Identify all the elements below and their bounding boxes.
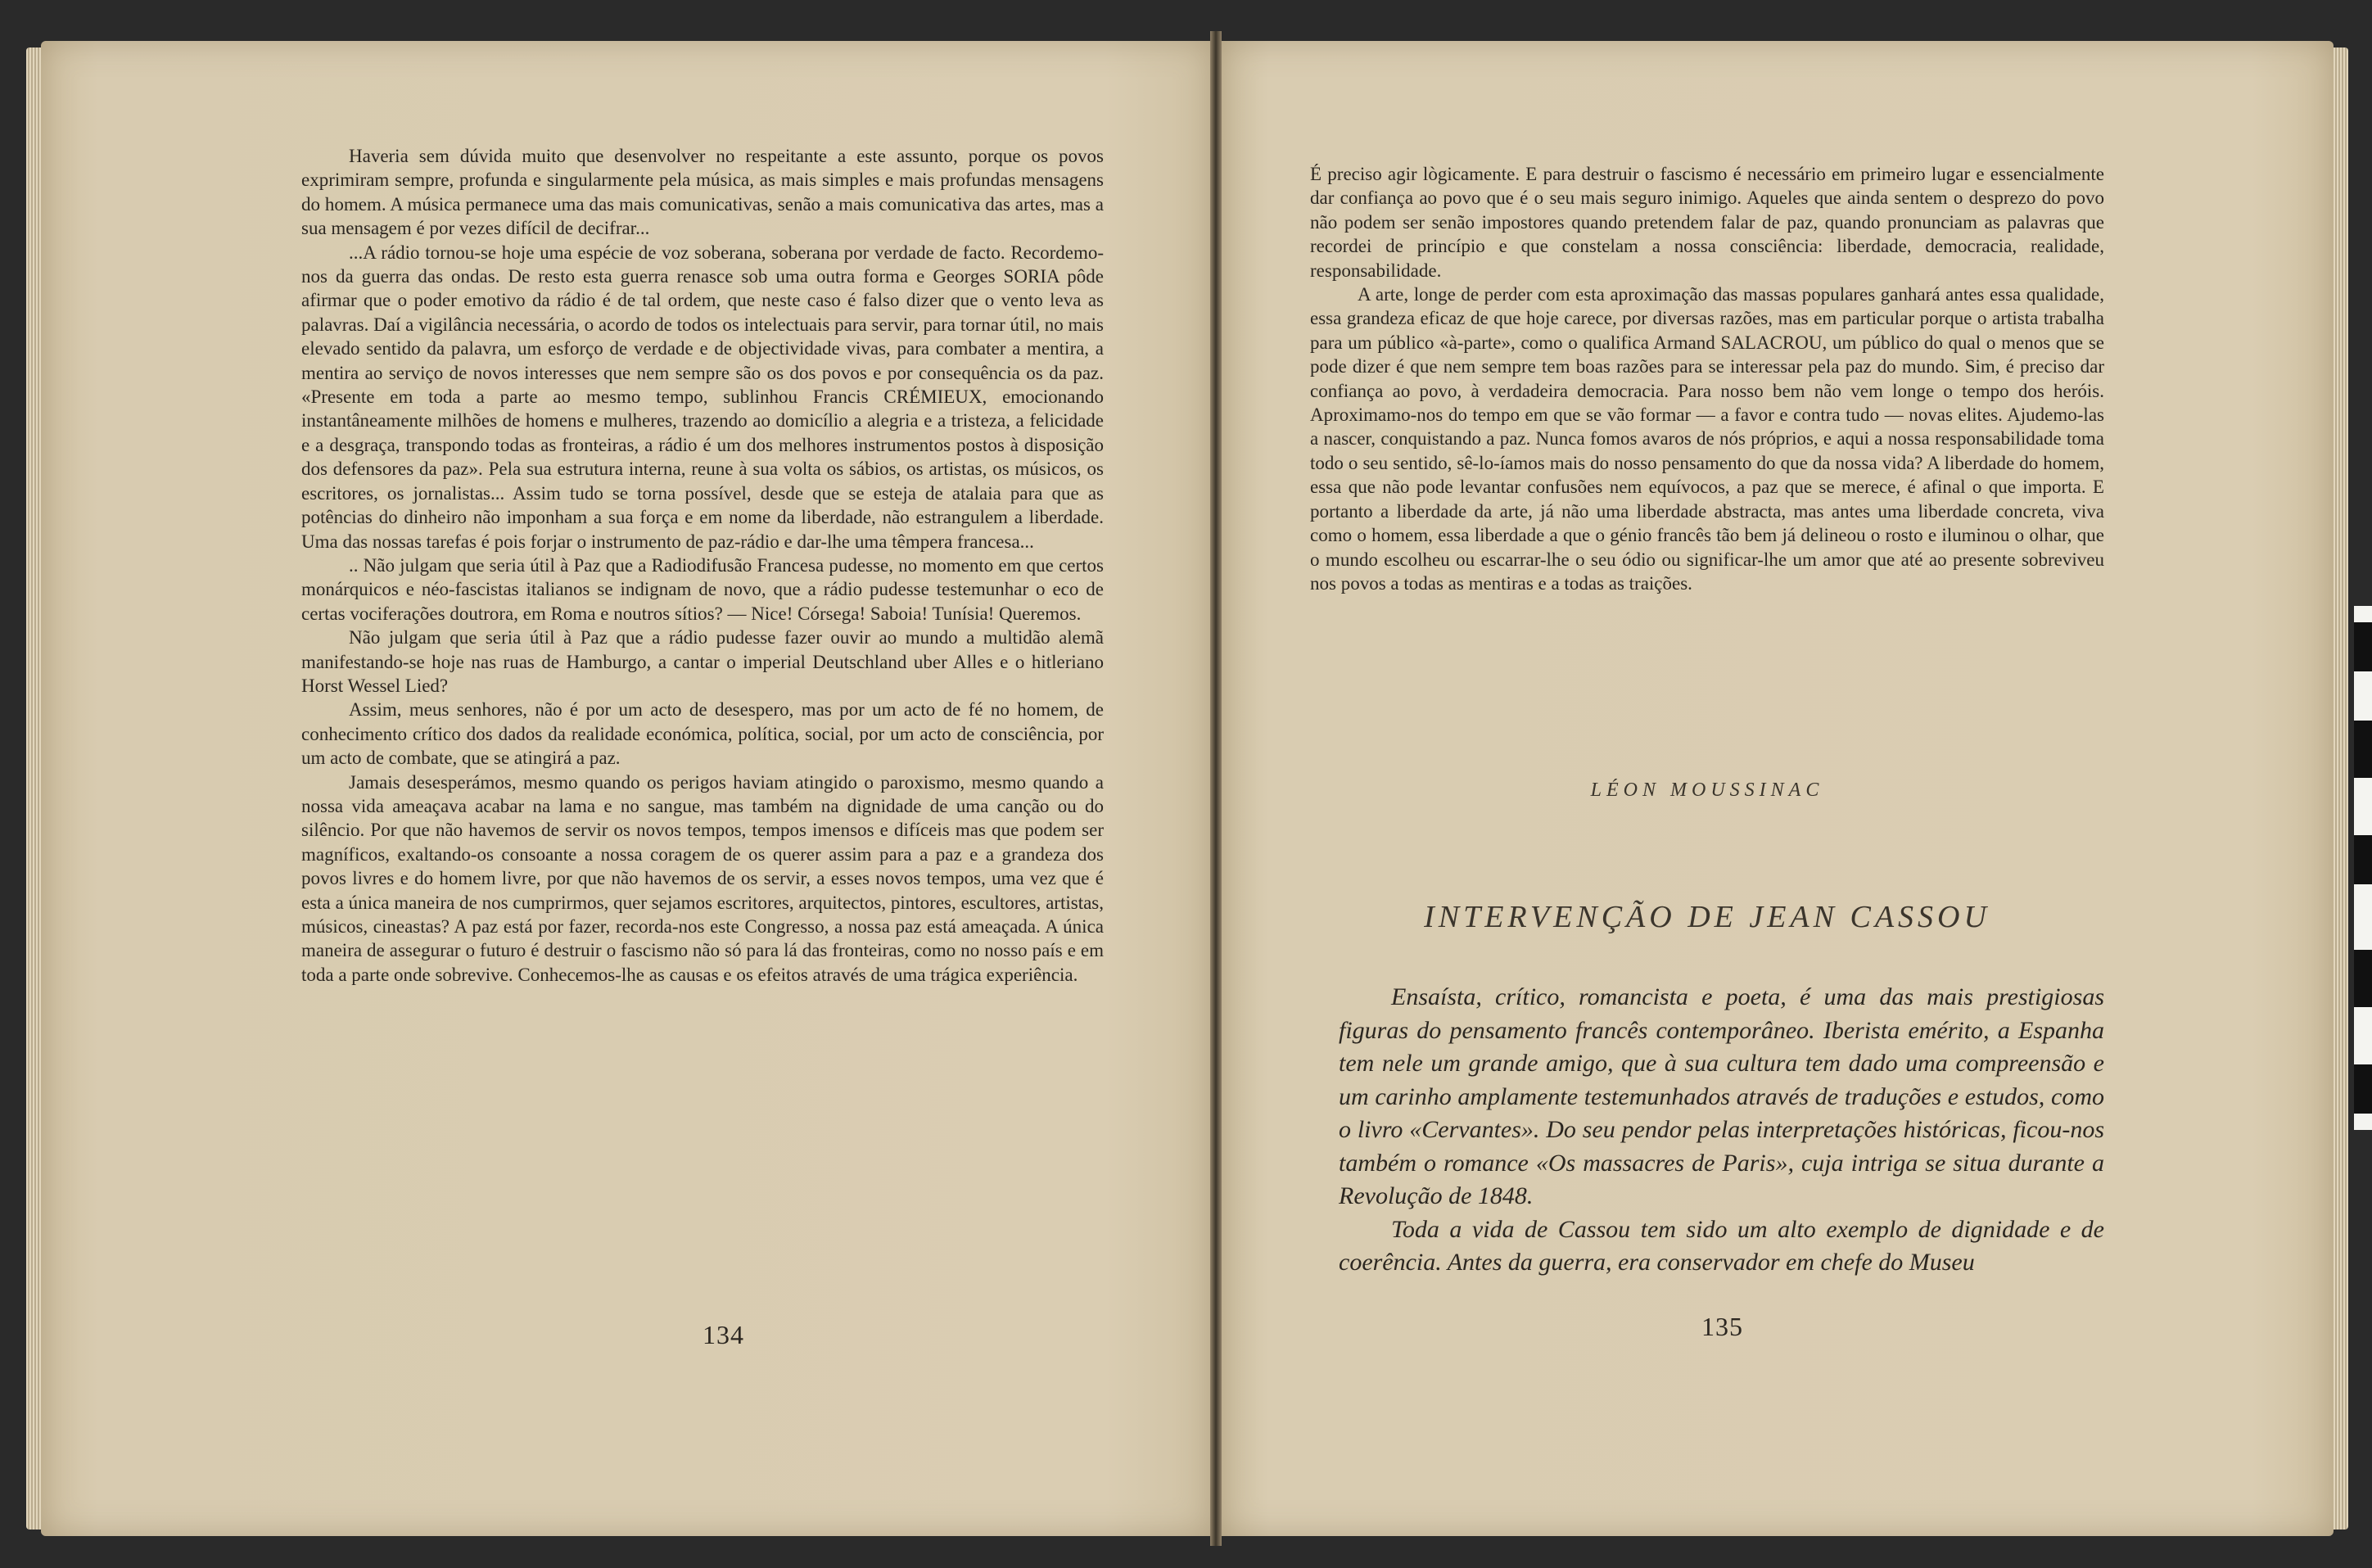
ruler-mark xyxy=(2354,835,2372,884)
scale-ruler xyxy=(2354,606,2372,1130)
ruler-mark xyxy=(2354,622,2372,671)
right-paragraph-1: É preciso agir lògicamente. E para destruir o fascismo é necessário em primeiro lugar e essencialmente dar confiança ao povo que é o seu mais seguro inimigo. Aqueles que ainda sentem o desprezo do povo não podem ser senão impostores quando pretendem falar de paz, quando pronunciam as palavras que recordei de princípio e que constelam a nossa consciência: liberdade, democracia, realidade, responsabilidade. xyxy=(1310,164,2104,281)
intro-text xyxy=(1339,981,2104,1280)
left-page-body xyxy=(301,144,1104,987)
ruler-mark xyxy=(2354,1064,2372,1114)
right-page-number: 135 xyxy=(1701,1312,1743,1341)
left-paragraph-3: .. Não julgam que seria útil à Paz que a Radiodifusão Francesa pudesse, no momento em que certos monárquicos e néo-fascistas italianos se indignam de novo, que a rádio pudesse testemunhar o eco de certas vociferações doutrora, em Roma e noutros sítios? — Nice! Córsega! Saboia! Tunísia! Queremos. xyxy=(301,554,1104,624)
left-paragraph-1: Haveria sem dúvida muito que desenvolver no respeitante a este assunto, porque os povos exprimiram sempre, profunda e singularmente pela música, as mais simples e mais profundas mensagens do homem. A música permanece uma das mais comunicativas, senão a mais comunicativa das artes, mas a sua mensagem é por vezes difícil de decifrar... xyxy=(301,146,1104,239)
ruler-mark xyxy=(2354,721,2372,778)
left-paragraph-6: Jamais desesperámos, mesmo quando os perigos haviam atingido o paroxismo, mesmo quando a nossa vida ameaçava acabar na lama e no sangue, mas também na dignidade de uma canção ou do silêncio. Por que não havemos de servir os novos tempos, tempos imensos e difíceis mas que podem ser magníficos, exaltando-os consoante a nossa coragem de os querer assim para a paz e a grandeza dos povos livres e do homem livre, por que não havemos de os servir, a esses novos tempos, uma vez que é esta a única maneira de nos cumprirmos, quer sejamos escritores, arquitectos, pintores, escultores, artistas, músicos, cineastas? A paz está por fazer, recorda-nos este Congresso, a nossa paz está ameaçada. A única maneira de assegurar o futuro é destruir o fascismo não só para lá das fronteiras, como no nosso país e em toda a parte onde sobrevive. Conhecemos-lhe as causas e os efeitos através de uma trágica experiência. xyxy=(301,771,1104,985)
ruler-mark xyxy=(2354,950,2372,1007)
right-paragraph-2: A arte, longe de perder com esta aproximação das massas populares ganhará antes essa qualidade, essa grandeza eficaz de que hoje carece, por diversas razões, mas em particular porque o artista trabalha para um público «à-parte», como o qualifica Armand SALACROU, um público do qual o menos que se pode dizer é que nem sempre tem boas razões para se interessar pela paz do mundo. Sim, é preciso dar confiança ao povo, à verdadeira democracia. Para nosso bem não vem longe o tempo dos heróis. Aproximamo-nos do tempo em que se vão formar — a favor e contra tudo — novas elites. Ajudemo-las a nascer, conquistando a paz. Nunca fomos avaros de nós próprios, e aqui a nossa responsabilidade toma todo o seu sentido, sê-lo-íamos mais do nosso pensamento do que da nossa vida? A liberdade do homem, essa que não pode levantar confusões nem equívocos, a paz que se merece, é afinal o que importa. E portanto a liberdade da arte, já não uma liberdade abstracta, mas antes uma liberdade concreta, viva como o homem, essa liberdade a que o génio francês tão bem já delineou o rosto e iluminou o olhar, que o mundo escolheu ou escarrar-lhe o seu ódio ou significar-lhe um amor que até ao presente sobreviveu nos povos a todas as mentiras e a todas as traições. xyxy=(1310,284,2104,594)
section-heading: INTERVENÇÃO DE JEAN CASSOU xyxy=(1424,900,1990,934)
book-gutter xyxy=(1210,31,1222,1546)
left-paragraph-2: ...A rádio tornou-se hoje uma espécie de voz soberana, soberana por verdade de facto. Recordemo-nos da guerra das ondas. De resto esta guerra renasce sob uma outra forma e Georges SORIA pôde afirmar que o poder emotivo da rádio é de tal ordem, que neste caso é falso dizer que o vento leva as palavras. Daí a vigilância necessária, o acordo de todos os intelectuais para servir, para tornar útil, no mais elevado sentido da palavra, um esforço de verdade e de objectividade vivas, para combater a mentira, a mentira ao serviço de novos interesses que nem sempre são os dos povos e por consequência os da paz. «Presente em toda a parte ao mesmo tempo, sublinhou Francis CRÉMIEUX, emocionando instantâneamente milhões de homens e mulheres, trazendo ao domicílio a alegria e a tristeza, a felicidade e a desgraça, transpondo todas as fronteiras, a rádio é um dos melhores instrumentos postos à disposição dos defensores da paz». Pela sua estrutura interna, reune à sua volta os sábios, os artistas, os músicos, os escritores, os jornalistas... Assim tudo se torna possível, desde que se esteja de atalaia para que as potências do dinheiro não imponham a sua força e em nome da liberdade, não estrangulem a liberdade. Uma das nossas tarefas é pois forjar o instrumento de paz-rádio e dar-lhe uma têmpera francesa... xyxy=(301,242,1104,552)
left-paragraph-4: Não julgam que seria útil à Paz que a rádio pudesse fazer ouvir ao mundo a multidão alemã manifestando-se hoje nas ruas de Hamburgo, a cantar o imperial Deutschland uber Alles e o hitleriano Horst Wessel Lied? xyxy=(301,627,1104,696)
left-paragraph-5: Assim, meus senhores, não é por um acto de desespero, mas por um acto de fé no homem, de conhecimento crítico dos dados da realidade económica, política, social, por um acto de consciência, por um acto de combate, que se atingirá a paz. xyxy=(301,699,1104,769)
intro-paragraph-2: Toda a vida de Cassou tem sido um alto exemplo de dignidade e de coerência. Antes da guerra, era conservador em chefe do Museu xyxy=(1339,1215,2104,1276)
right-page-body xyxy=(1310,162,2104,595)
author-signature: LÉON MOUSSINAC xyxy=(1590,779,1824,801)
intro-paragraph-1: Ensaísta, crítico, romancista e poeta, é uma das mais prestigiosas figuras do pensamento francês contemporâneo. Iberista emérito, a Espanha tem nele um grande amigo, que à sua cultura tem dado uma compreensão e um carinho amplamente testemunhados através de traduções e estudos, como o livro «Cervantes». Do seu pendor pelas interpretações históricas, ficou-nos também o romance «Os massacres de Paris», cuja intriga se situa durante a Revolução de 1848. xyxy=(1339,983,2104,1209)
left-page-number: 134 xyxy=(703,1320,744,1349)
